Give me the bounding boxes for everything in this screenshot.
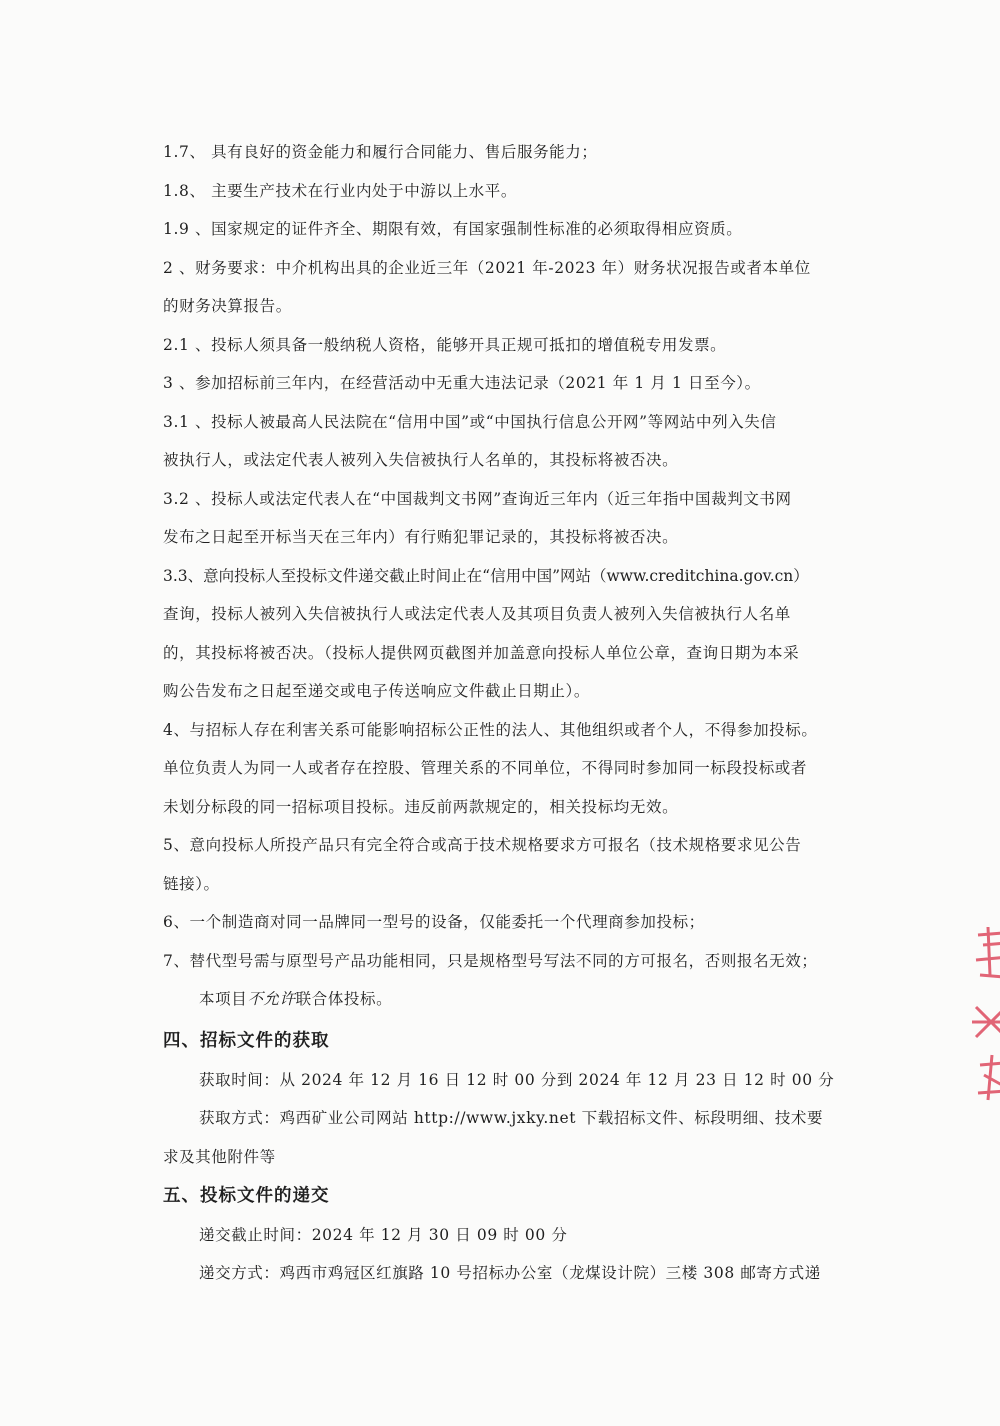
consortium-prefix: 本项目 [199,990,248,1008]
submission-deadline: 递交截止时间：2024 年 12 月 30 日 09 时 00 分 [199,1225,568,1244]
red-seal-stamp-fragment [958,915,1000,1135]
requirements-list [163,133,853,1019]
requirement-4-line1: 4、与招标人存在利害关系可能影响招标公正性的法人、其他组织或者个人，不得参加投标。 [163,720,818,739]
requirement-6: 6、一个制造商对同一品牌同一型号的设备，仅能委托一个代理商参加投标； [163,913,705,931]
requirement-3-3-line3: 的，其投标将被否决。（投标人提供网页截图并加盖意向投标人单位公章，查询日期为本采 [163,643,800,662]
consortium-statement [163,980,853,1019]
acquisition-method-line2: 求及其他附件等 [163,1147,276,1166]
requirement-1-9: 1.9 、国家规定的证件齐全、期限有效，有国家强制性标准的必须取得相应资质。 [163,220,743,238]
requirement-1-8: 1.8、 主要生产技术在行业内处于中游以上水平。 [163,181,517,200]
consortium-suffix: 联合体投标。 [295,990,393,1008]
requirement-2-line2: 的财务决算报告。 [163,297,292,315]
acquisition-method-line1: 获取方式：鸡西矿业公司网站 http://www.jxky.net 下载招标文件、标段明细、技术要 [199,1109,824,1127]
requirement-2-line1: 2 、财务要求：中介机构出具的企业近三年（2021 年-2023 年）财务状况报告或者本单位 [163,258,811,277]
requirement-5-line1: 5、意向投标人所投产品只有完全符合或高于技术规格要求方可报名（技术规格要求见公告 [163,836,802,854]
acquisition-time: 获取时间：从 2024 年 12 月 16 日 12 时 00 分到 2024 年 12 月 23 日 12 时 00 分 [199,1070,835,1089]
requirement-3-1-line1: 3.1 、投标人被最高人民法院在“信用中国”或“中国执行信息公开网”等网站中列入失信 [163,412,777,431]
requirement-1-7: 1.7、 具有良好的资金能力和履行合同能力、售后服务能力； [163,143,598,161]
requirement-2-1: 2.1 、投标人须具备一般纳税人资格，能够开具正规可抵扣的增值税专用发票。 [163,335,727,354]
requirement-3-2-line2: 发布之日起至开标当天在三年内）有行贿犯罪记录的，其投标将被否决。 [163,528,679,546]
requirement-3-3-line4: 购公告发布之日起至递交或电子传送响应文件截止日期止）。 [163,682,590,700]
section-5 [163,1177,853,1293]
requirement-3-1-line2: 被执行人，或法定代表人被列入失信被执行人名单的，其投标将被否决。 [163,451,679,469]
requirement-5-line2: 链接）。 [163,874,220,893]
requirement-3: 3 、参加招标前三年内，在经营活动中无重大违法记录（2021 年 1 月 1 日至今）。 [163,374,761,392]
requirement-3-2-line1: 3.2 、投标人或法定代表人在“中国裁判文书网”查询近三年内（近三年指中国裁判文书网 [163,489,792,508]
requirement-3-3-line1: 3.3、意向投标人至投标文件递交截止时间止在“信用中国”网站（www.creditchina.gov.cn） [163,566,809,585]
section-4 [163,1022,853,1176]
section-4-heading: 四、招标文件的获取 [163,1031,330,1051]
section-5-heading: 五、投标文件的递交 [163,1186,330,1206]
requirement-4-line2: 单位负责人为同一人或者存在控股、管理关系的不同单位，不得同时参加同一标段投标或者 [163,759,808,777]
consortium-emphasis: 不允许 [247,990,296,1008]
requirement-3-3-line2: 查询，投标人被列入失信被执行人或法定代表人及其项目负责人被列入失信被执行人名单 [163,605,791,623]
submission-method: 递交方式：鸡西市鸡冠区红旗路 10 号招标办公室（龙煤设计院）三楼 308 邮寄方式递 [199,1264,821,1282]
requirement-7: 7、替代型号需与原型号产品功能相同，只是规格型号写法不同的方可报名，否则报名无效； [163,951,818,970]
requirement-4-line3: 未划分标段的同一招标项目投标。违反前两款规定的，相关投标均无效。 [163,797,679,816]
